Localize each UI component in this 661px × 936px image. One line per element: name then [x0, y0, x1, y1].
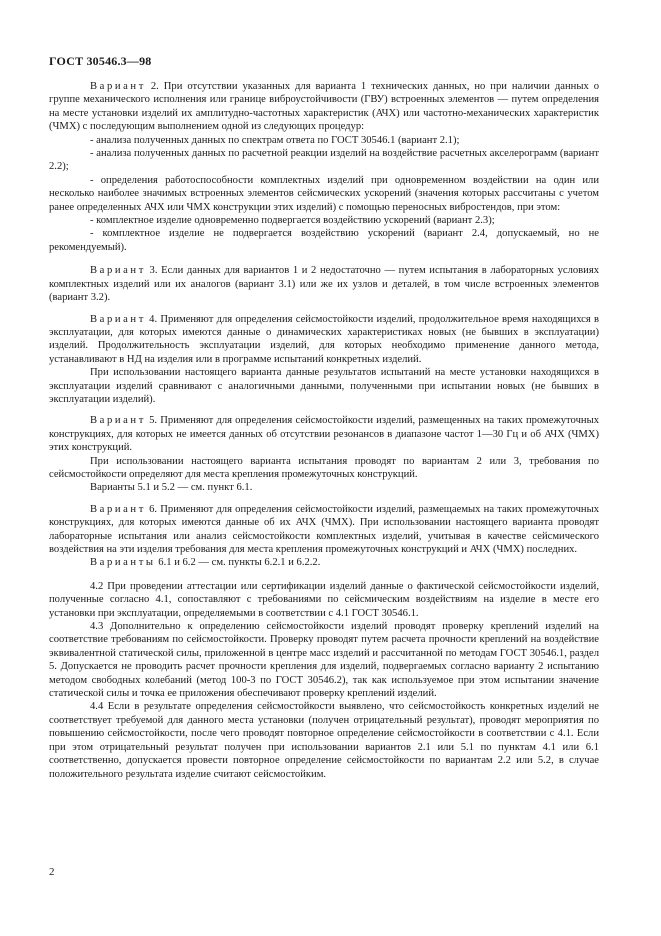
document-body [49, 80, 599, 781]
variant-label: Вариант [90, 415, 146, 427]
paragraph-variant-6-ref: Варианты 6.1 и 6.2 — см. пункты 6.2.1 и 6.2.2. [90, 557, 321, 569]
paragraph-variant-2-3: - комплектное изделие одновременно подвергается воздействию ускорений (вариант 2.3); [90, 215, 495, 227]
variant-label: Вариант [90, 313, 146, 325]
paragraph-variant-5-usage: При использовании настоящего варианта испытания проводят по вариантам 2 или 3, требования по сейсмостойкости определяют для места крепления промежуточных конструкций. [49, 455, 599, 480]
variant-label: Варианты [90, 557, 156, 569]
paragraph-4-2: 4.2 При проведении аттестации или сертификации изделий данные о фактической сейсмостойкости изделий, полученные согласно 4.1, сопоставляют с требованиями по сейсмическим воздействиям на изделие в месте его установки при эксплуатации, определяемыми в соответствии с 4.1 ГОСТ 30546.1. [49, 580, 599, 619]
paragraph-variant-2-procedure: - определения работоспособности комплектных изделий при одновременном воздействии на один или несколько наиболее значимых встроенных элементов сейсмических ускорений (значения которых рассчитаны с учетом ранее определенных АЧХ или ЧМХ конструкции этих изделий) с помощью переносных вибростендов, при этом: [49, 174, 599, 213]
paragraph-variant-5-ref: Варианты 5.1 и 5.2 — см. пункт 6.1. [90, 482, 253, 494]
paragraph-variant-2-1: - анализа полученных данных по спектрам ответа по ГОСТ 30546.1 (вариант 2.1); [90, 134, 460, 146]
paragraph-variant-4: Вариант 4. Применяют для определения сейсмостойкости изделий, продолжительное время находящихся в эксплуатации, для которых имеются данные о динамических характеристиках новых (не бывших в эксплуатации) изделий. Продолжительность эксплуатации изделий, для которых необходимо применение данного метода, устанавливают в НД на изделия или в программе испытаний конкретных изделий. [49, 313, 599, 365]
page-number: 2 [49, 866, 55, 878]
paragraph-variant-2: Вариант 2. При отсутствии указанных для варианта 1 технических данных, но при наличии данных о группе механического исполнения или границе виброустойчивости (ГВУ) встроенных элементов — путем определения на месте установки изделий их амплитудно-частотных характеристик (АЧХ) или частотно-механических характеристик (ЧМХ) с последующим выполнением одной из следующих процедур: [49, 81, 599, 133]
paragraph-4-4: 4.4 Если в результате определения сейсмостойкости выявлено, что сейсмостойкость конкретных изделий не соответствует требуемой для данного места установки (получен отрицательный результат), проводят мероприятия по повышению сейсмостойкости, после чего проводят повторное определение сейсмостойкости в соответствии с 4.1. Если при этом отрицательный результат получен при использовании вариантов 2.1 или 5.1 по пунктам 4.1 или 6.1 соответственно, допускается провести повторное определение сейсмостойкости по вариантам 2.2 или 5.2, в случае положительного результата изделие считают сейсмостойким. [49, 701, 599, 780]
paragraph-variant-2-4: - комплектное изделие не подвергается воздействию ускорений (вариант 2.4, допускаемый, но не рекомендуемый). [49, 228, 599, 253]
variant-label: Вариант [90, 81, 146, 92]
paragraph-variant-3: Вариант 3. Если данных для вариантов 1 и 2 недостаточно — путем испытания в лабораторных условиях комплектных изделий или их аналогов (вариант 3.1) или же их узлов и деталей, в том числе встроенных элементов (вариант 3.2). [49, 265, 599, 304]
variant-label: Вариант [90, 265, 146, 277]
paragraph-4-3: 4.3 Дополнительно к определению сейсмостойкости изделий проводят проверку креплений изделий на соответствие требованиям по сейсмостойкости. Проверку проводят путем расчета прочности креплений на воздействие эквивалентной статической силы, приложенной в центре масс изделий и рассчитанной по методам ГОСТ 30546.1, раздел 5. Допускается не проводить расчет прочности крепления для изделий, подвергаемых согласно варианту 2 испытанию методом свободных колебаний (метод 100-3 по ГОСТ 30546.2), так как используемое при этом испытании значение статической силы и точка ее приложения обеспечивают проверку креплений изделий. [49, 621, 599, 700]
paragraph-variant-5: Вариант 5. Применяют для определения сейсмостойкости изделий, размещенных на таких промежуточных конструкциях, для которых не имеется данных об отсутствии резонансов в диапазоне частот 1—30 Гц и об АЧХ (ЧМХ) этих конструкций. [49, 415, 599, 454]
document-header: ГОСТ 30546.3—98 [49, 54, 152, 68]
paragraph-variant-6: Вариант 6. Применяют для определения сейсмостойкости изделий, размещаемых на таких промежуточных конструкциях, для которых имеются данные об их АЧХ (ЧМХ). При использовании настоящего варианта проводят лабораторные испытания или анализ сейсмостойкости комплектных изделий, учитывая в качестве сейсмического воздействия на эти изделия требования для места крепления промежуточных конструкций и АЧХ (ЧМХ) последних. [49, 503, 599, 555]
paragraph-variant-2-2: - анализа полученных данных по расчетной реакции изделий на воздействие расчетных акселерограмм (вариант 2.2); [49, 148, 599, 173]
variant-label: Вариант [90, 503, 146, 515]
paragraph-variant-4-usage: При использовании настоящего варианта данные результатов испытаний на месте установки находящихся в эксплуатации изделий сравнивают с аналогичными данными, полученными при испытании новых (не бывших в эксплуатации изделий). [49, 367, 599, 405]
